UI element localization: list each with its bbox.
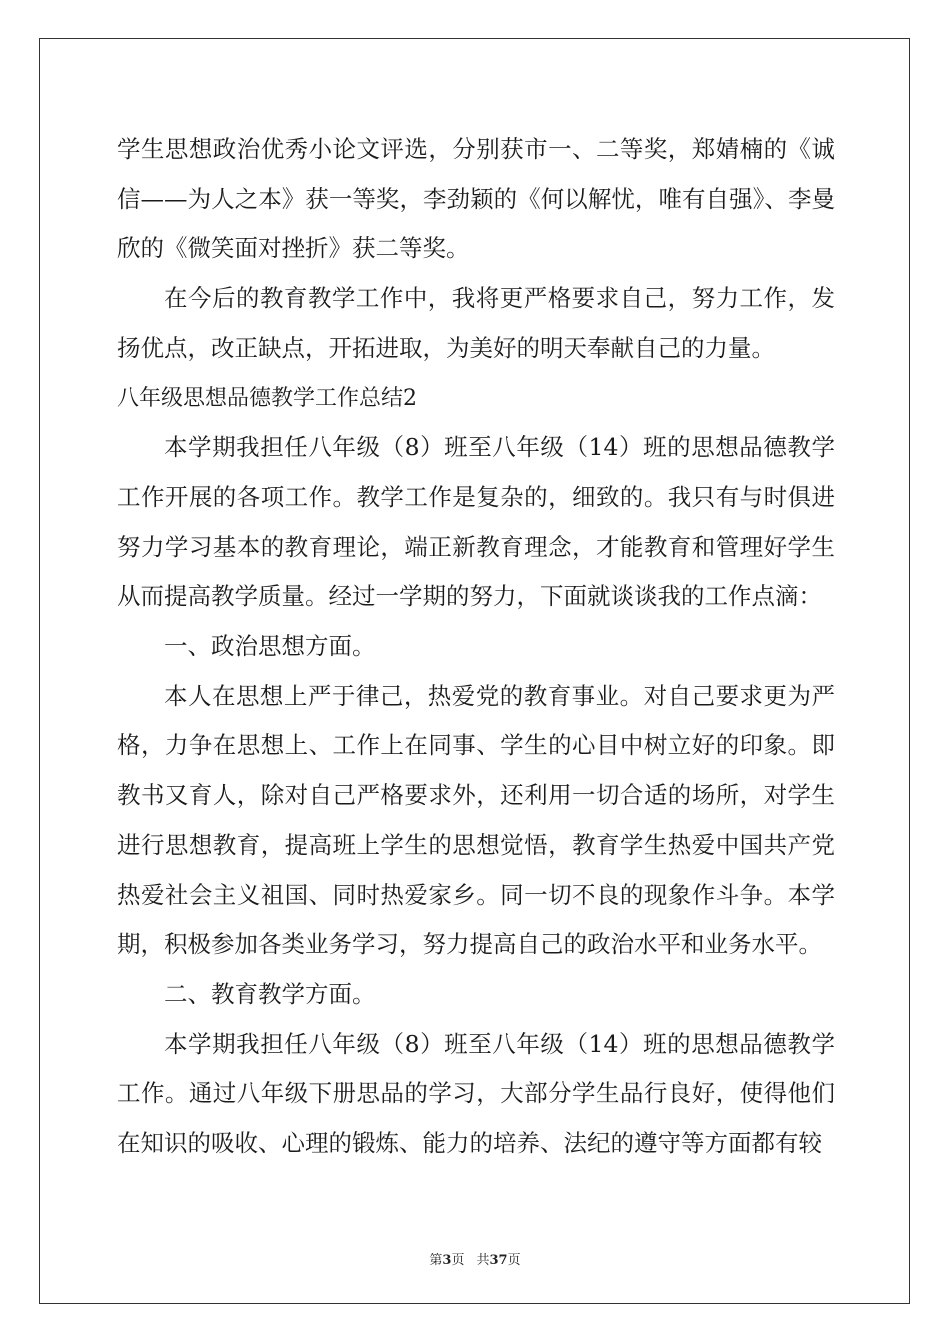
total-suffix: 页 xyxy=(507,1253,521,1268)
paragraph: 在今后的教育教学工作中，我将更严格要求自己，努力工作，发扬优点，改正缺点，开拓进取，为美好的明天奉献自己的力量。 xyxy=(117,284,835,362)
paragraph: 学生思想政治优秀小论文评选，分别获市一、二等奖，郑婧楠的《诚信——为人之本》获一等奖，李劲颖的《何以解忧，唯有自强》、李曼欣的《微笑面对挫折》获二等奖。 xyxy=(117,135,835,263)
page-suffix: 页 xyxy=(451,1253,465,1268)
total-prefix: 共 xyxy=(476,1253,490,1268)
paragraph: 本学期我担任八年级（8）班至八年级（14）班的思想品德教学工作。通过八年级下册思品的学习，大部分学生品行良好，使得他们在知识的吸收、心理的锻炼、能力的培养、法纪的遵守等方面都有较 xyxy=(117,1029,835,1158)
paragraph: 本学期我担任八年级（8）班至八年级（14）班的思想品德教学工作开展的各项工作。教学工作是复杂的，细致的。我只有与时俱进努力学习基本的教育理论，端正新教育理念，才能教育和管理好学生从而提高教学质量。经过一学期的努力，下面就谈谈我的工作点滴： xyxy=(117,433,835,611)
document-body xyxy=(117,125,835,1169)
page-number: 3 xyxy=(442,1253,452,1268)
paragraph: 本人在思想上严于律己，热爱党的教育事业。对自己要求更为严格，力争在思想上、工作上在同事、学生的心目中树立好的印象。即教书又育人，除对自己严格要求外，还利用一切合适的场所，对学生进行思想教育，提高班上学生的思想觉悟，教育学生热爱中国共产党热爱社会主义祖国、同时热爱家乡。同一切不良的现象作斗争。本学期，积极参加各类业务学习，努力提高自己的政治水平和业务水平。 xyxy=(117,681,835,959)
page-prefix: 第 xyxy=(429,1253,443,1268)
subsection-heading: 二、教育教学方面。 xyxy=(164,979,376,1008)
section-heading: 八年级思想品德教学工作总结2 xyxy=(117,385,417,411)
total-pages: 37 xyxy=(489,1253,508,1268)
page-footer xyxy=(0,1249,950,1268)
subsection-heading: 一、政治思想方面。 xyxy=(164,632,376,661)
